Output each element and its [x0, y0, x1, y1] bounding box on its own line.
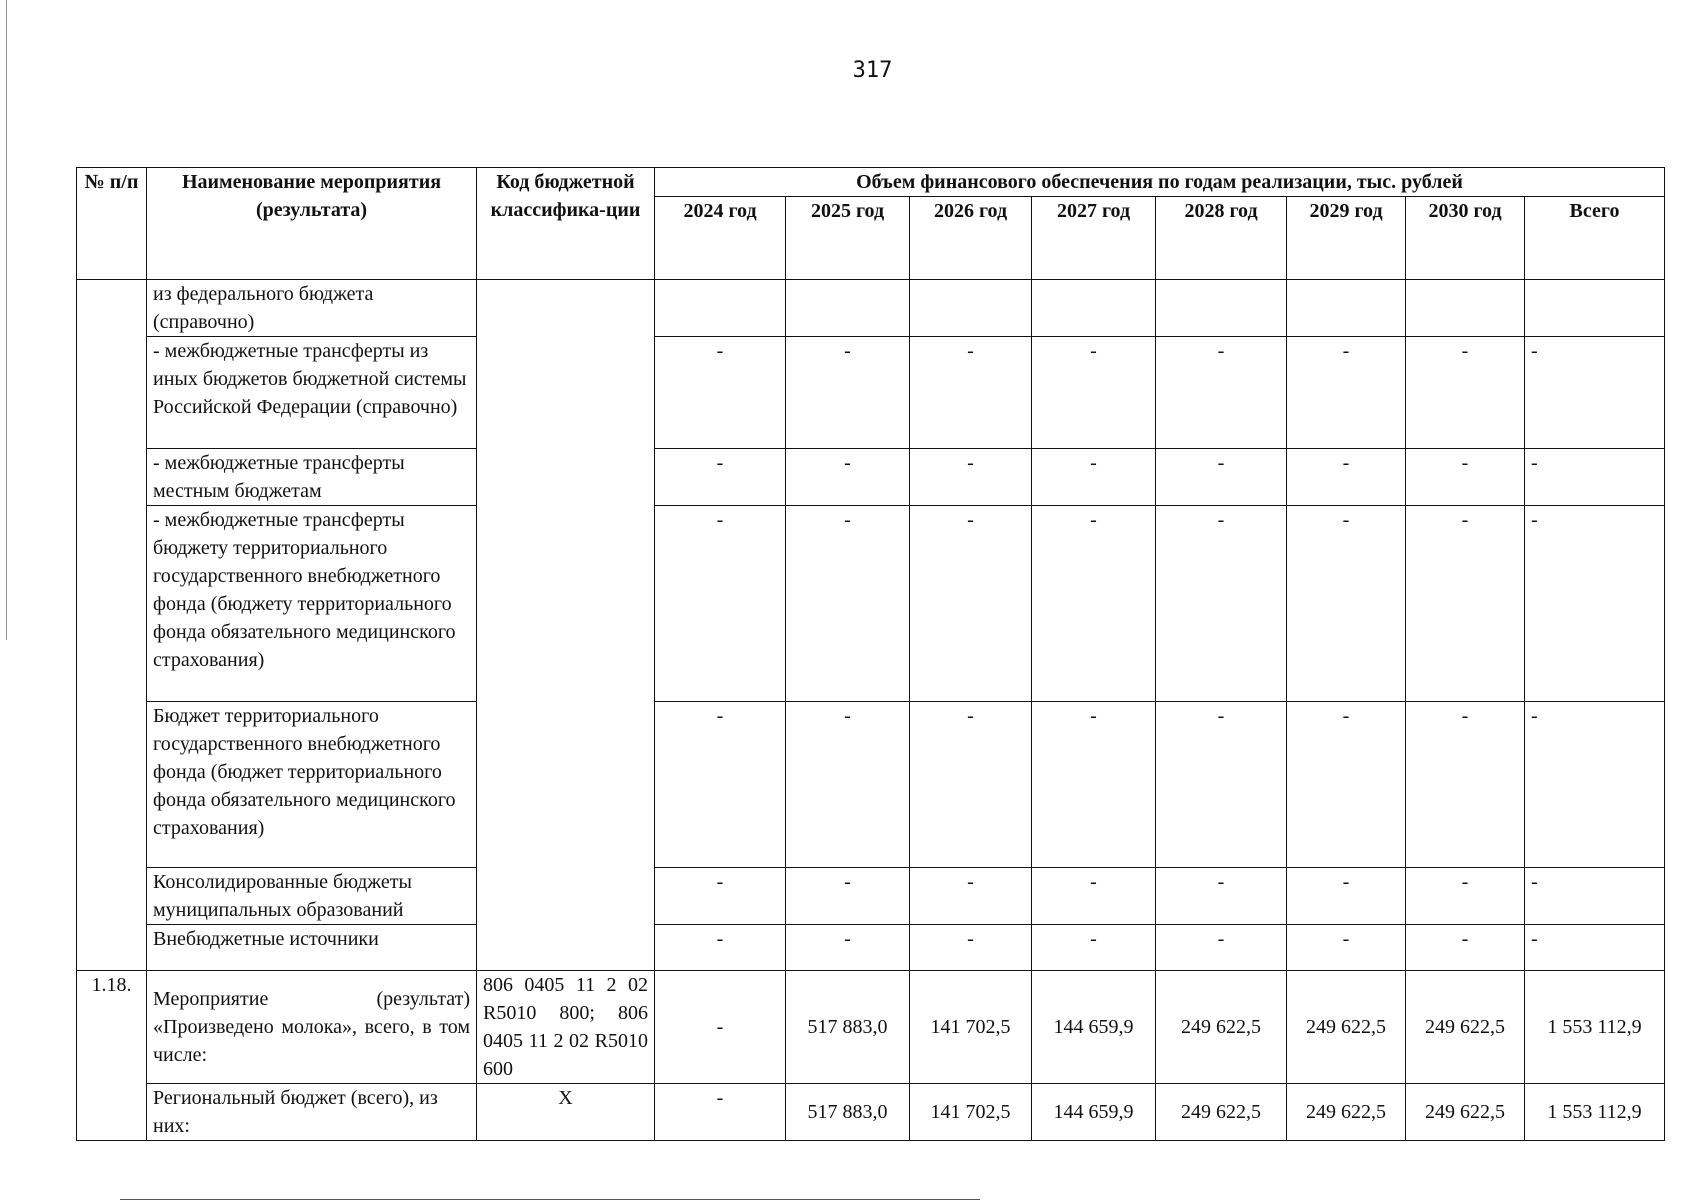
table-row: [77, 449, 1665, 506]
value-cell: -: [1032, 449, 1156, 506]
value-cell: -: [1406, 925, 1525, 971]
row-name: - межбюджетные трансферты бюджету территориального государственного внебюджетного фонда (бюджету территориального фонда обязательного медицинского страхования): [147, 506, 477, 702]
financing-table: [76, 167, 1665, 1141]
num-cell-empty: [77, 280, 147, 971]
value-cell: 517 883,0: [786, 1084, 910, 1141]
value-cell: -: [1406, 337, 1525, 449]
row-name: Внебюджетные источники: [147, 925, 477, 971]
value-cell: -: [655, 702, 786, 868]
value-cell: [1406, 280, 1525, 337]
value-cell: -: [786, 449, 910, 506]
value-cell: -: [1525, 702, 1665, 868]
value-cell: -: [1156, 925, 1287, 971]
value-cell: -: [1032, 702, 1156, 868]
value-cell: 141 702,5: [910, 971, 1032, 1084]
value-cell: -: [1287, 337, 1406, 449]
value-cell: -: [1287, 868, 1406, 925]
budget-code: X: [477, 1084, 655, 1141]
value-cell: -: [1156, 702, 1287, 868]
value-cell: -: [1156, 868, 1287, 925]
value-cell: -: [786, 337, 910, 449]
table-row-regional: [77, 1084, 1665, 1141]
table-row: [77, 925, 1665, 971]
value-cell: -: [1525, 925, 1665, 971]
table-row: [77, 337, 1665, 449]
value-cell: -: [910, 925, 1032, 971]
value-cell: -: [910, 449, 1032, 506]
value-cell: -: [1287, 925, 1406, 971]
value-cell: [1525, 280, 1665, 337]
row-name: - межбюджетные трансферты из иных бюджетов бюджетной системы Российской Федерации (справочно): [147, 337, 477, 449]
value-cell: -: [1406, 506, 1525, 702]
value-cell: -: [786, 702, 910, 868]
row-name: Мероприятие (результат) «Произведено молока», всего, в том числе:: [147, 971, 477, 1084]
value-cell: -: [1032, 506, 1156, 702]
value-cell: [1287, 280, 1406, 337]
value-cell: -: [1525, 868, 1665, 925]
scan-margin-mark: [6, 0, 7, 640]
row-name: - межбюджетные трансферты местным бюджетам: [147, 449, 477, 506]
value-cell: -: [910, 337, 1032, 449]
value-cell: 249 622,5: [1156, 1084, 1287, 1141]
header-year: 2029 год: [1287, 197, 1406, 280]
value-cell: -: [1032, 925, 1156, 971]
value-cell: -: [1287, 506, 1406, 702]
value-cell: [910, 280, 1032, 337]
value-cell-total: 1 553 112,9: [1525, 971, 1665, 1084]
item-number: 1.18.: [77, 971, 147, 1141]
value-cell: 144 659,9: [1032, 971, 1156, 1084]
value-cell: -: [1525, 506, 1665, 702]
header-year: 2024 год: [655, 197, 786, 280]
value-cell: -: [1156, 506, 1287, 702]
value-cell: -: [1287, 449, 1406, 506]
value-cell: -: [655, 925, 786, 971]
value-cell: -: [655, 506, 786, 702]
value-cell: 141 702,5: [910, 1084, 1032, 1141]
page-number: 317: [852, 58, 893, 83]
code-cell-empty: [477, 280, 655, 971]
header-total: Всего: [1525, 197, 1665, 280]
value-cell: -: [655, 971, 786, 1084]
table-row: [77, 702, 1665, 868]
value-cell: 249 622,5: [1406, 971, 1525, 1084]
header-year: 2026 год: [910, 197, 1032, 280]
value-cell: [655, 280, 786, 337]
row-name: из федерального бюджета (справочно): [147, 280, 477, 337]
table-row-item-1-18: [77, 971, 1665, 1084]
value-cell: -: [655, 1084, 786, 1141]
value-cell: -: [655, 449, 786, 506]
value-cell: -: [1525, 337, 1665, 449]
header-volume: Объем финансового обеспечения по годам реализации, тыс. рублей: [655, 168, 1665, 197]
value-cell-total: 1 553 112,9: [1525, 1084, 1665, 1141]
value-cell: -: [786, 506, 910, 702]
value-cell: -: [655, 337, 786, 449]
value-cell: 249 622,5: [1287, 1084, 1406, 1141]
value-cell: -: [1406, 449, 1525, 506]
value-cell: -: [1406, 702, 1525, 868]
header-year: 2028 год: [1156, 197, 1287, 280]
value-cell: 249 622,5: [1156, 971, 1287, 1084]
header-year: 2030 год: [1406, 197, 1525, 280]
value-cell: 144 659,9: [1032, 1084, 1156, 1141]
table-row: [77, 506, 1665, 702]
row-name: Консолидированные бюджеты муниципальных образований: [147, 868, 477, 925]
value-cell: 249 622,5: [1406, 1084, 1525, 1141]
value-cell: [786, 280, 910, 337]
table-row: [77, 868, 1665, 925]
value-cell: 517 883,0: [786, 971, 910, 1084]
row-name: Региональный бюджет (всего), из них:: [147, 1084, 477, 1141]
table-row: [77, 280, 1665, 337]
value-cell: -: [1406, 868, 1525, 925]
value-cell: -: [786, 925, 910, 971]
value-cell: [1032, 280, 1156, 337]
header-year: 2027 год: [1032, 197, 1156, 280]
value-cell: -: [655, 868, 786, 925]
header-name: Наименование мероприятия (результата): [147, 168, 477, 280]
value-cell: [1156, 280, 1287, 337]
value-cell: -: [1287, 702, 1406, 868]
budget-code: 806 0405 11 2 02 R5010 800; 806 0405 11 2 02 R5010 600: [477, 971, 655, 1084]
value-cell: -: [1156, 449, 1287, 506]
value-cell: -: [1032, 337, 1156, 449]
value-cell: 249 622,5: [1287, 971, 1406, 1084]
value-cell: -: [910, 506, 1032, 702]
value-cell: -: [910, 702, 1032, 868]
value-cell: -: [1156, 337, 1287, 449]
row-name: Бюджет территориального государственного внебюджетного фонда (бюджет территориального фонда обязательного медицинского страхования): [147, 702, 477, 868]
value-cell: -: [910, 868, 1032, 925]
value-cell: -: [1032, 868, 1156, 925]
value-cell: -: [786, 868, 910, 925]
header-year: 2025 год: [786, 197, 910, 280]
value-cell: -: [1525, 449, 1665, 506]
header-num: № п/п: [77, 168, 147, 280]
header-code: Код бюджетной классифика-ции: [477, 168, 655, 280]
